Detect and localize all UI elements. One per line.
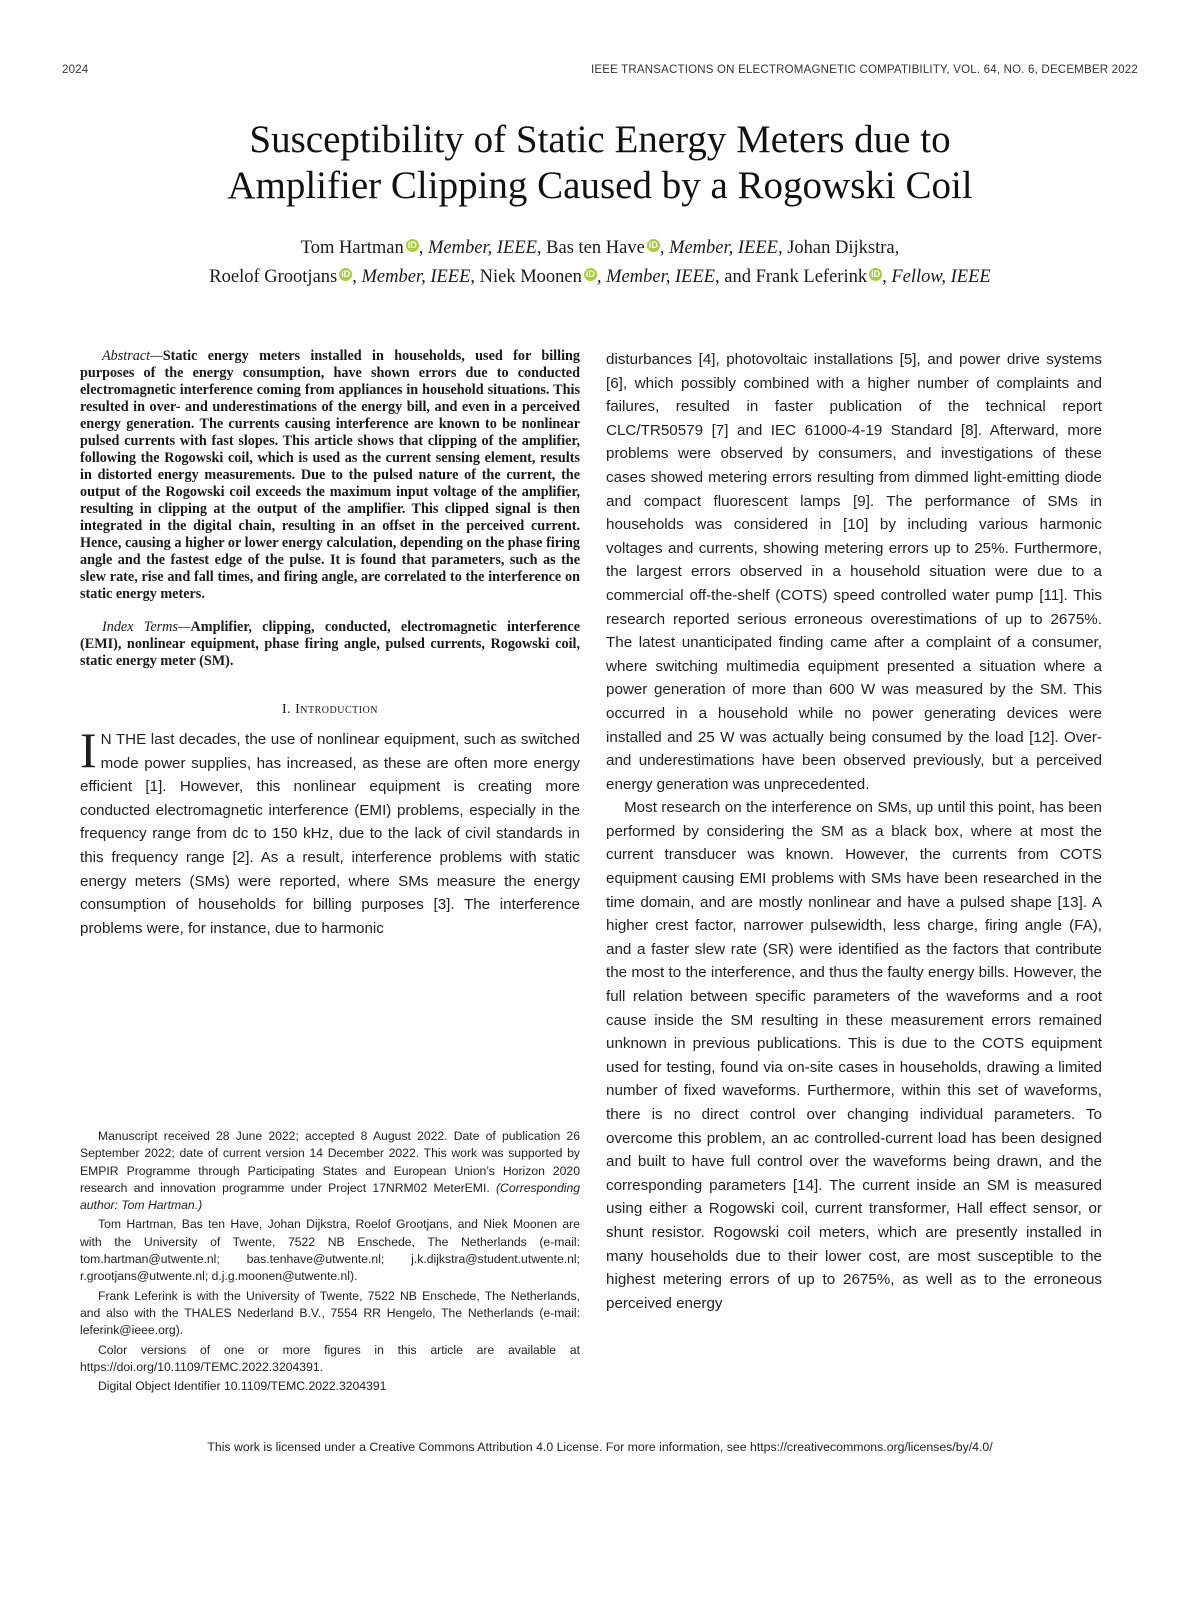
author-name: Johan Dijkstra,: [782, 238, 900, 258]
footnote-doi: Digital Object Identifier 10.1109/TEMC.2022.3204391: [98, 1379, 387, 1394]
orcid-icon[interactable]: iD: [871, 269, 881, 279]
author-name: Roelof Grootjans: [209, 267, 338, 287]
footnote-text: Manuscript received 28 June 2022; accepted 8 August 2022. Date of publication 26 September 2022; date of current version 14 December 2022. This work was supported by EMPIR Programme through Participating States and European Union’s Horizon 2020 research and innovation programme under Project 17NRM02 MeterEMI.: [80, 1129, 580, 1195]
author-name: and Frank Leferink: [719, 267, 868, 287]
left-column: [80, 348, 580, 940]
index-terms: [80, 619, 580, 670]
abstract: [80, 348, 580, 603]
drop-cap: I: [80, 722, 97, 778]
orcid-icon[interactable]: iD: [648, 240, 658, 250]
author-role: , Member, IEEE,: [352, 267, 476, 287]
author-role: , Member, IEEE,: [659, 238, 783, 258]
orcid-icon[interactable]: iD: [341, 269, 351, 279]
index-terms-label: Index Terms—: [102, 619, 191, 635]
footnote-manuscript: [80, 1128, 580, 1214]
footnotes: [80, 1128, 580, 1397]
author-name: Tom Hartman: [300, 238, 404, 258]
paper-title: [60, 117, 1140, 209]
right-column: [606, 348, 1102, 1315]
section-heading: I. Introduction: [281, 702, 379, 717]
body-paragraph: Most research on the interference on SMs, up until this point, has been performed by considering the SM as a black box, where at most the current transducer was known. However, the currents from COTS equipment causing EMI problems with SMs have been researched in the time domain, and are mostly nonlinear and have a pulsed shape [13]. A higher crest factor, narrower pulsewidth, less charge, firing angle (FA), and a faster slew rate (SR) were identified as the factors that contribute the most to the interference, and thus the faulty energy bills. However, the full relation between specific parameters of the waveforms and a root cause inside the SM resulting in these measurement errors remained unknown in previous publications. This is due to the COTS equipment used for testing, found via on-site cases in households, drawing a limited number of fixed waveforms. Furthermore, within this set of waveforms, there is no direct control over changing individual parameters. To overcome this problem, an ac controlled-current load has been designed and built to have full control over the waveforms being drawn, and the corresponding parameters [14]. The current inside an SM is measured using either a Rogowski coil, current transformer, Hall effect sensor, or shunt resistor. Rogowski coil meters, which are presently installed in many households due to their lower cost, are most susceptible to the highest metering errors of up to 2675%, as well as to the erroneous perceived energy: [606, 799, 1102, 1312]
author-name: Bas ten Have: [541, 238, 645, 258]
author-role: , Member, IEEE,: [418, 238, 542, 258]
title-line-2: Amplifier Clipping Caused by a Rogowski Coil: [227, 164, 973, 208]
author-name: Niek Moonen: [475, 267, 582, 287]
footnote-affiliation: Tom Hartman, Bas ten Have, Johan Dijkstra, Roelof Grootjans, and Niek Moonen are with the University of Twente, 7522 NB Enschede, The Netherlands (e-mail: tom.hartman@utwente.nl; bas.tenhave@utwente.nl; j.k.dijkstra@student.utwente.nl; r.grootjans@utwente.nl; d.j.g.moonen@utwente.nl).: [80, 1217, 580, 1284]
abstract-label: Abstract—: [102, 348, 163, 364]
author-line-1: [60, 234, 1140, 263]
author-role: , Member, IEEE,: [596, 267, 720, 287]
running-header: [62, 64, 1138, 76]
orcid-icon[interactable]: iD: [407, 240, 417, 250]
footnote-color-note: Color versions of one or more figures in this article are available at https://doi.org/10.1109/TEMC.2022.3204391.: [80, 1342, 580, 1374]
index-terms-text: Amplifier, clipping, conducted, electromagnetic interference (EMI), nonlinear equipment, phase firing angle, pulsed currents, Rogowski coil, static energy meter (SM).: [80, 619, 580, 669]
author-role: , Fellow, IEEE: [882, 267, 991, 287]
author-line-2: [60, 263, 1140, 292]
intro-text: N THE last decades, the use of nonlinear equipment, such as switched mode power supplies, has increased, as these are often more energy efficient [1]. However, this nonlinear equipment is creating more conducted electromagnetic interference (EMI) problems, especially in the frequency range from dc to 150 kHz, due to the lack of civil standards in this frequency range [2]. As a result, interference problems with static energy meters (SMs) were reported, where SMs measure the energy consumption of households for billing purposes [3]. The interference problems were, for instance, due to harmonic: [80, 731, 580, 937]
corresponding-author: (Corresponding author: Tom Hartman.): [80, 1180, 580, 1213]
license-notice: This work is licensed under a Creative Commons Attribution 4.0 License. For more information, see https://creativecommons.org/licenses/by/4.0/: [207, 1440, 993, 1454]
intro-paragraph: [80, 722, 580, 940]
title-line-1: Susceptibility of Static Energy Meters due to: [249, 118, 951, 161]
orcid-icon[interactable]: iD: [585, 269, 595, 279]
journal-name: IEEE TRANSACTIONS ON ELECTROMAGNETIC COMPATIBILITY, VOL. 64, NO. 6, DECEMBER 2022: [590, 64, 1138, 76]
body-paragraph: disturbances [4], photovoltaic installations [5], and power drive systems [6], which possibly combined with a higher number of complaints and failures, resulted in faster publication of the technical report CLC/TR50579 [7] and IEC 61000-4-19 Standard [8]. Afterward, more problems were observed by consumers, and investigations of these cases showed metering errors resulting from dimmed light-emitting diode and compact fluorescent lamps [9]. The performance of SMs in households was considered in [10] by including various harmonic voltages and currents, showing metering errors up to 25%. Furthermore, the largest errors observed in a household situation were due to a commercial off-the-shelf (COTS) speed controlled water pump [11]. This research reported serious erroneous overestimations of up to 2675%. The latest unanticipated finding came after a complaint of a consumer, where switching multimedia equipment presented a situation where a power generation of more than 600 W was measured by the SM. This occurred in a household while no power generating devices were installed and 25 W was actually being consumed by the load [12]. Over- and underestimations have been observed previously, but a perceived energy generation was unprecedented.: [606, 351, 1102, 793]
footnote-affiliation-2: Frank Leferink is with the University of Twente, 7522 NB Enschede, The Netherlands, and also with the THALES Nederland B.V., 7554 RR Hengelo, The Netherlands (e-mail: leferink@ieee.org).: [80, 1288, 580, 1338]
author-list: [60, 234, 1140, 292]
page-number: 2024: [62, 64, 89, 76]
abstract-text: Static energy meters installed in households, used for billing purposes of the energy consumption, have shown errors due to conducted electromagnetic interference coming from appliances in household situations. This resulted in over- and underestimations of the energy bill, and even in a perceived energy generation. The currents causing interference are known to be nonlinear pulsed currents with fast slopes. This article shows that clipping of the amplifier, following the Rogowski coil, which is used as the current sensing element, results in distorted energy measurements. Due to the pulsed nature of the current, the output of the Rogowski coil exceeds the maximum input voltage of the amplifier, resulting in clipping at the output of the amplifier. This clipped signal is then integrated in the digital chain, resulting in an offset in the perceived current. Hence, causing a higher or lower energy calculation, depending on the phase firing angle and the fastest edge of the pulse. It is found that parameters, such as the slew rate, rise and fall times, and firing angle, are correlated to the interference on static energy meters.: [80, 348, 580, 602]
